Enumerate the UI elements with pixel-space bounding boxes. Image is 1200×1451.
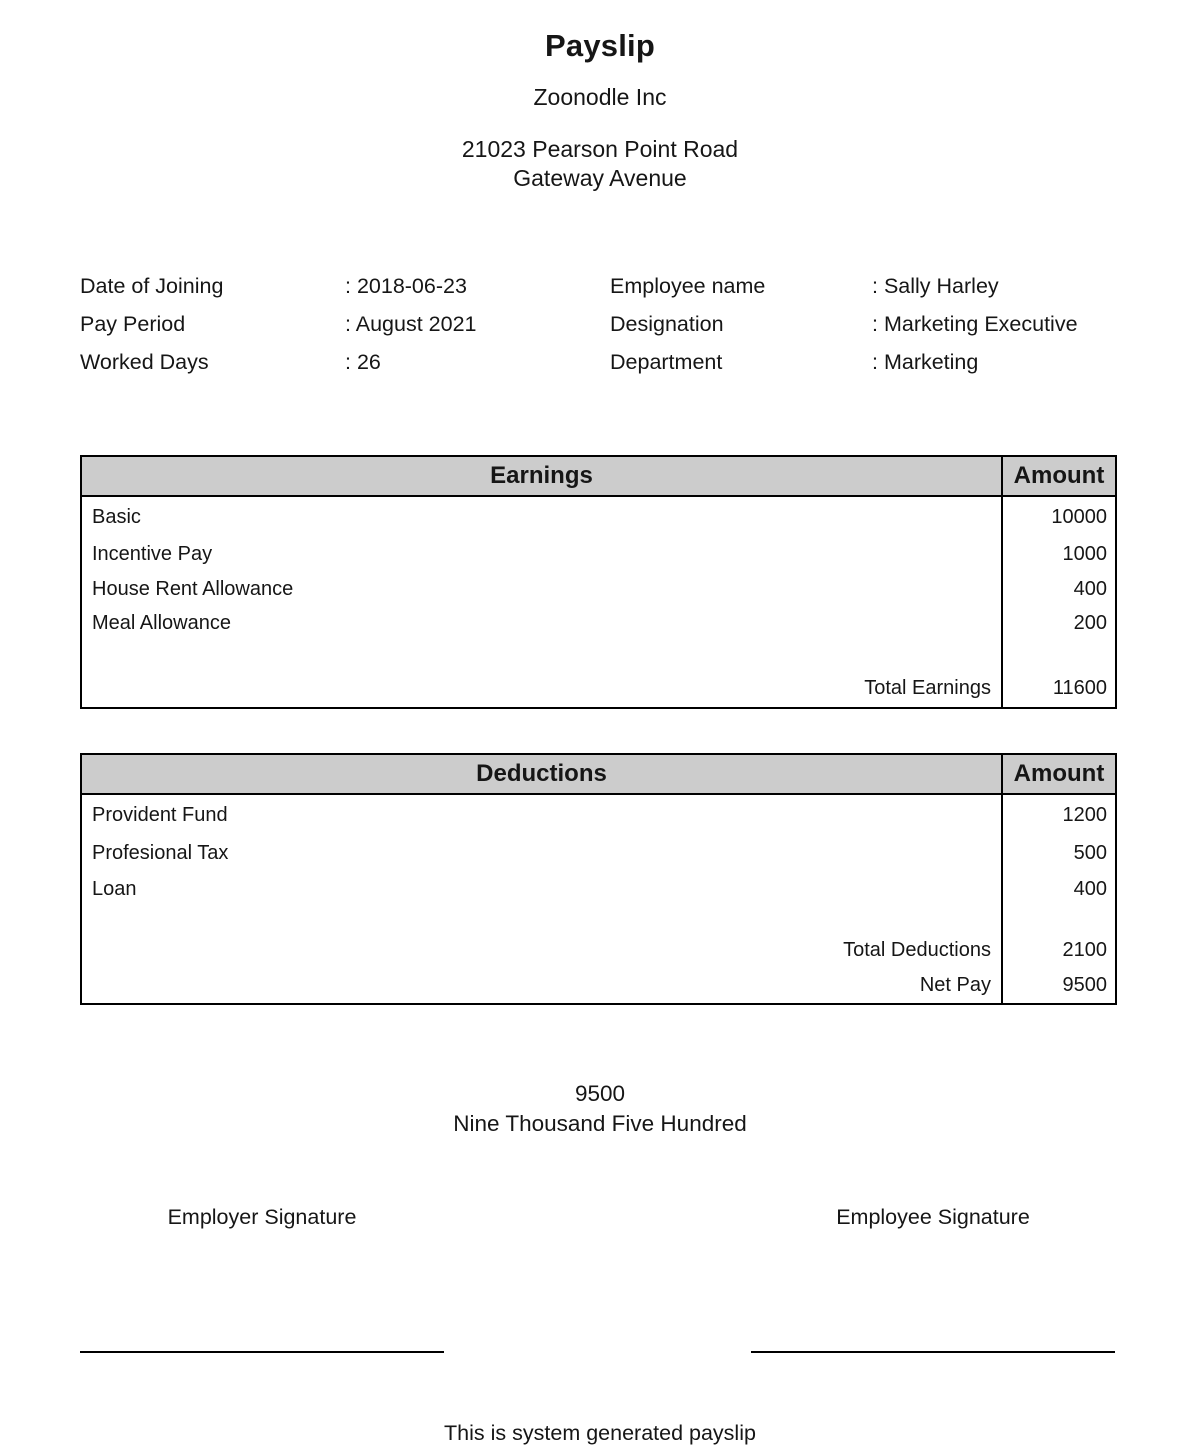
department-value: : Marketing [872,350,979,374]
deductions-header-title: Deductions [476,760,607,787]
footer-note: This is system generated payslip [444,1421,756,1445]
earnings-table-body [82,497,1115,707]
earnings-row-amount: 400 [1001,572,1115,606]
total-earnings-label: Total Earnings [864,676,991,699]
earnings-amount-header: Amount [1001,457,1115,495]
earnings-table-header [82,457,1115,497]
earnings-row-label: Meal Allowance [92,611,231,634]
employer-signature-line [80,1351,444,1353]
worked-days-value: : 26 [345,350,381,374]
net-pay-amount: 9500 [1001,967,1115,1003]
designation-value: : Marketing Executive [872,312,1078,336]
net-pay-label: Net Pay [919,973,991,996]
employer-signature-label: Employer Signature [167,1205,357,1229]
total-earnings-amount: 11600 [1001,669,1115,707]
company-name: Zoonodle Inc [533,84,667,110]
document-header [0,0,1200,193]
earnings-row-label: House Rent Allowance [92,577,294,600]
earnings-header-title: Earnings [490,462,593,489]
date-of-joining-label: Date of Joining [80,274,224,298]
employee-name-value: : Sally Harley [872,274,999,298]
net-pay-numeric: 9500 [574,1081,626,1106]
net-pay-summary [0,1079,1200,1139]
employee-signature-block [751,1205,1115,1353]
company-address [0,135,1200,193]
employee-name-label: Employee name [610,274,766,298]
employee-info-grid [80,267,1120,381]
deductions-amount-header: Amount [1001,755,1115,793]
department-label: Department [610,350,723,374]
deductions-spacer [82,907,1001,933]
date-of-joining-value: : 2018-06-23 [345,274,467,298]
deductions-row-amount: 500 [1001,835,1115,872]
designation-label: Designation [610,312,724,336]
deductions-spacer-amount [1001,907,1115,933]
address-line-1: 21023 Pearson Point Road [461,136,739,162]
earnings-row-amount: 1000 [1001,537,1115,572]
employer-signature-block [80,1205,444,1353]
deductions-row-amount: 400 [1001,872,1115,907]
net-pay-words: Nine Thousand Five Hundred [453,1111,747,1136]
pay-period-label: Pay Period [80,312,186,336]
earnings-row-amount: 200 [1001,606,1115,640]
deductions-table-body [82,795,1115,1003]
earnings-table [80,455,1117,709]
signature-row [80,1205,1115,1353]
deductions-table [80,753,1117,1005]
page-title: Payslip [545,28,655,63]
pay-period-value: : August 2021 [345,312,477,336]
deductions-row-amount: 1200 [1001,795,1115,835]
deductions-row-label: Profesional Tax [92,842,229,864]
earnings-row-label: Basic [92,505,141,528]
earnings-spacer-amount [1001,640,1115,669]
employee-signature-line [751,1351,1115,1353]
worked-days-label: Worked Days [80,350,209,374]
employee-signature-label: Employee Signature [836,1205,1030,1229]
deductions-table-header [82,755,1115,795]
earnings-row-amount: 10000 [1001,497,1115,537]
deductions-row-label: Loan [92,878,137,900]
earnings-spacer [82,640,1001,669]
total-deductions-amount: 2100 [1001,933,1115,967]
deductions-row-label: Provident Fund [92,803,228,826]
address-line-2: Gateway Avenue [513,165,687,191]
total-deductions-label: Total Deductions [843,938,991,961]
earnings-row-label: Incentive Pay [92,543,213,565]
